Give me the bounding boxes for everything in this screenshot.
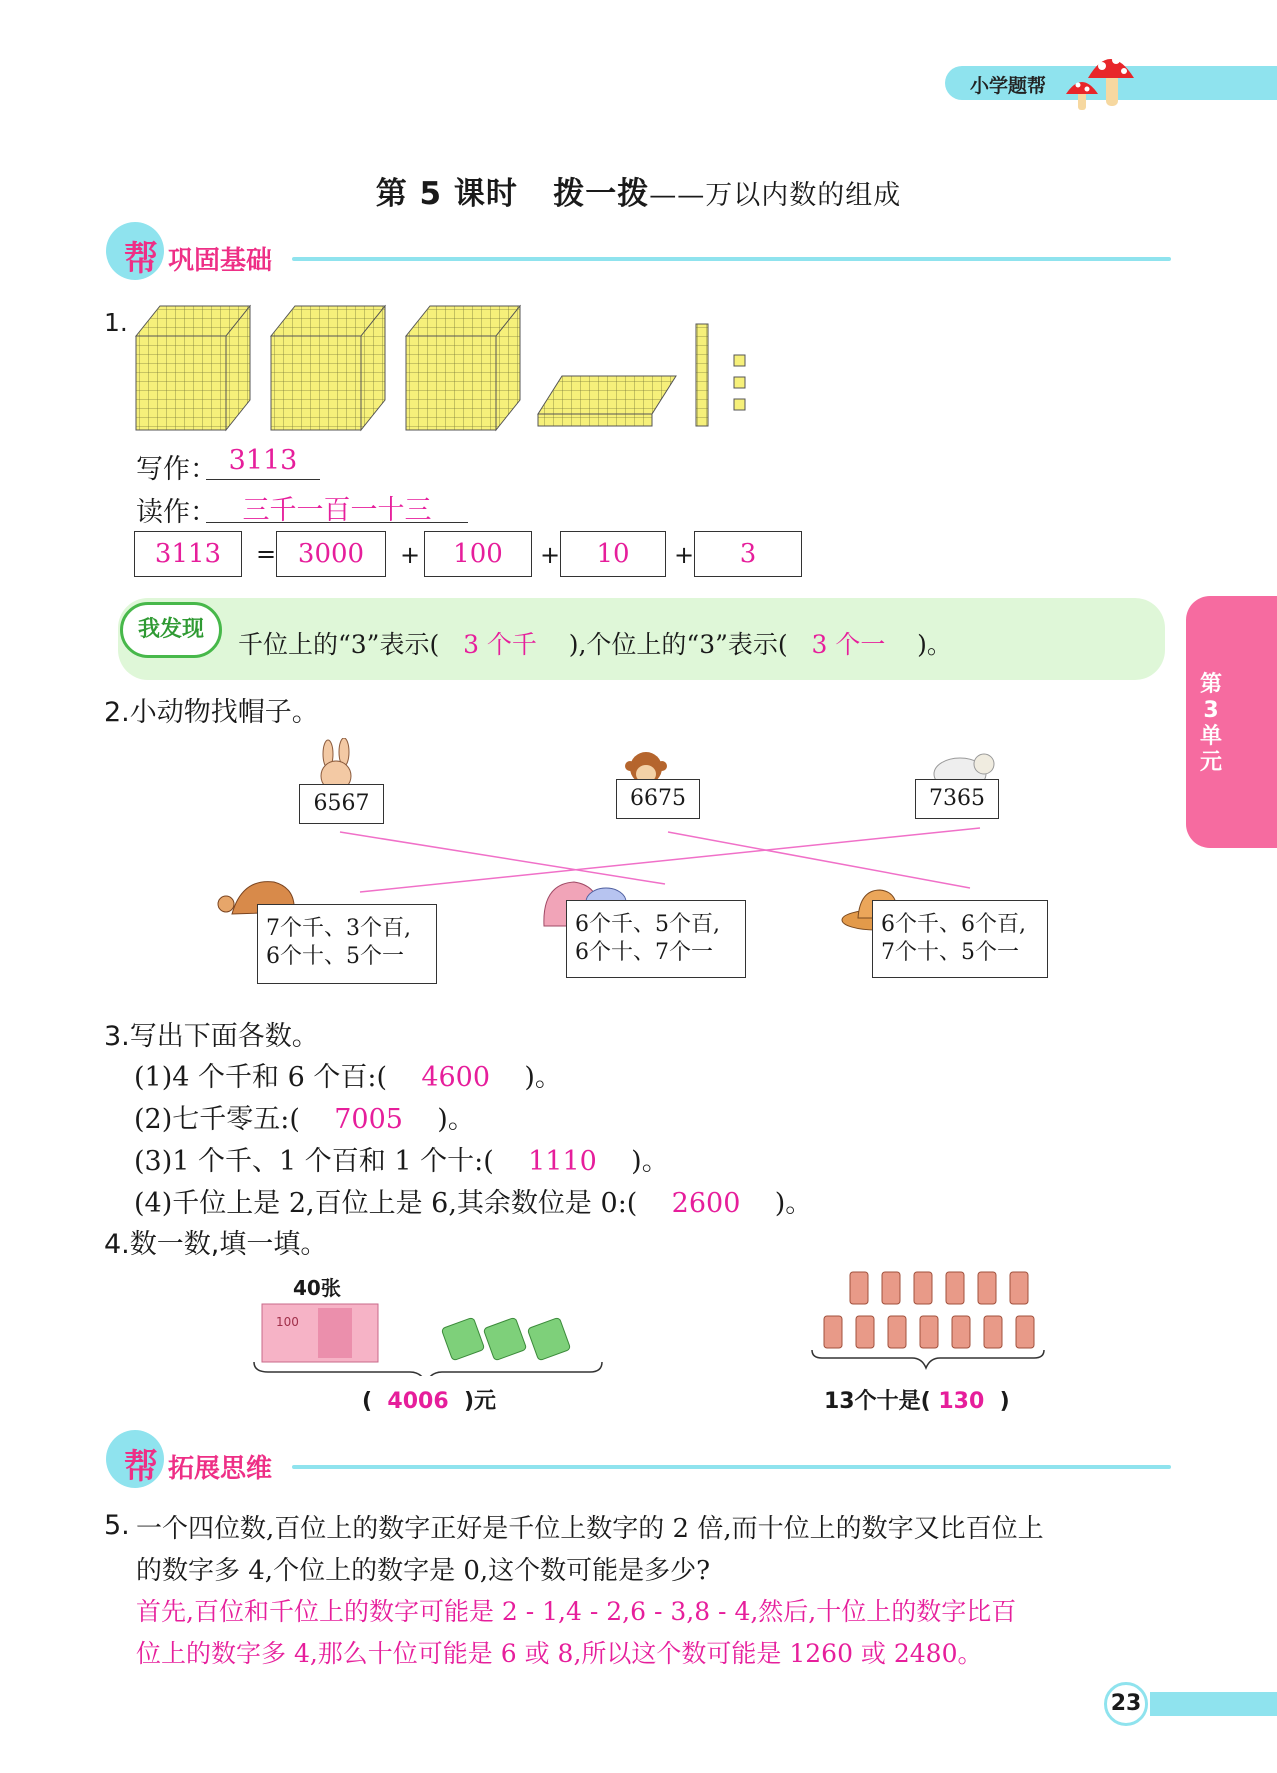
hat-box-2: 6个千、5个百, 6个十、7个一 bbox=[566, 900, 746, 978]
money-answer: ( 4006 )元 bbox=[362, 1389, 497, 1414]
plus-sign: + bbox=[540, 541, 561, 569]
hundreds-box: 100 bbox=[424, 531, 532, 577]
section-title-basics: 巩固基础 bbox=[168, 246, 273, 276]
discover-answer-1: 3 个千 bbox=[463, 630, 537, 659]
coin-1-icon bbox=[483, 1317, 527, 1361]
brand-label: 小学题帮 bbox=[970, 75, 1047, 97]
ones-box: 3 bbox=[694, 531, 802, 577]
section-bang: 帮 bbox=[124, 1447, 158, 1487]
q3-item-2: (2)七千零五:( 7005 )。 bbox=[134, 1104, 475, 1135]
section-bang: 帮 bbox=[124, 239, 158, 279]
page-number: 23 bbox=[1104, 1682, 1148, 1726]
read-label: 读作： bbox=[136, 497, 217, 528]
banknote-count: 40张 bbox=[293, 1276, 341, 1300]
section-divider bbox=[292, 1465, 1171, 1469]
question-5-number: 5. bbox=[104, 1510, 130, 1541]
question-3: 3.写出下面各数。 bbox=[104, 1021, 319, 1052]
question-2: 2.小动物找帽子。 bbox=[104, 697, 319, 728]
discover-badge: 我发现 bbox=[120, 602, 222, 658]
sticks-answer: 13个十是( 130 ) bbox=[824, 1389, 1010, 1414]
animal-number-rabbit: 6567 bbox=[299, 784, 384, 824]
discover-sentence: 千位上的“3”表示( 3 个千 ),个位上的“3”表示( 3 个一 )。 bbox=[238, 630, 952, 659]
question-5-line-2: 的数字多 4,个位上的数字是 0,这个数可能是多少? bbox=[136, 1556, 711, 1586]
equals-sign: = bbox=[256, 540, 277, 568]
hat-box-3: 6个千、6个百, 7个十、5个一 bbox=[872, 900, 1048, 978]
question-4: 4.数一数,填一填。 bbox=[104, 1229, 328, 1260]
animal-number-monkey: 6675 bbox=[616, 779, 700, 819]
coin-1-icon bbox=[527, 1317, 571, 1361]
lesson-title: 第 5 课时 拨一拨——万以内数的组成 bbox=[375, 176, 902, 212]
banknote-100-icon bbox=[262, 1304, 378, 1362]
answer-5-line-1: 首先,百位和千位上的数字可能是 2 - 1,4 - 2,6 - 3,8 - 4,然后,十位上的数字比百 bbox=[136, 1597, 1017, 1626]
section-title-extend: 拓展思维 bbox=[168, 1454, 273, 1484]
total-box: 3113 bbox=[134, 531, 242, 577]
sticks-illustration bbox=[808, 1266, 1048, 1370]
coin-1-icon bbox=[441, 1317, 485, 1361]
read-answer: 三千一百一十三 bbox=[206, 488, 468, 523]
thousands-box: 3000 bbox=[276, 531, 386, 577]
write-label: 写作： bbox=[136, 454, 217, 485]
svg-text:100: 100 bbox=[276, 1315, 299, 1329]
discover-answer-2: 3 个一 bbox=[811, 630, 886, 659]
q3-item-4: (4)千位上是 2,百位上是 6,其余数位是 0:( 2600 )。 bbox=[134, 1188, 813, 1219]
money-illustration bbox=[250, 1296, 610, 1376]
plus-sign: + bbox=[674, 541, 695, 569]
plus-sign: + bbox=[400, 541, 421, 569]
question-5-line-1: 一个四位数,百位上的数字正好是千位上数字的 2 倍,而十位上的数字又比百位上 bbox=[136, 1514, 1044, 1544]
q3-item-3: (3)1 个千、1 个百和 1 个十:( 1110 )。 bbox=[134, 1146, 669, 1177]
tens-box: 10 bbox=[560, 531, 666, 577]
question-number: 1. bbox=[104, 308, 128, 337]
hat-box-1: 7个千、3个百, 6个十、5个一 bbox=[257, 904, 437, 984]
page-bar bbox=[1150, 1692, 1277, 1716]
animal-number-sheep: 7365 bbox=[915, 779, 999, 819]
answer-5-line-2: 位上的数字多 4,那么十位可能是 6 或 8,所以这个数可能是 1260 或 2480。 bbox=[136, 1639, 983, 1668]
write-answer: 3113 bbox=[206, 445, 320, 480]
q3-item-1: (1)4 个千和 6 个百:( 4600 )。 bbox=[134, 1062, 562, 1093]
unit-tab-label: 第 3 单 元 bbox=[1199, 672, 1222, 775]
